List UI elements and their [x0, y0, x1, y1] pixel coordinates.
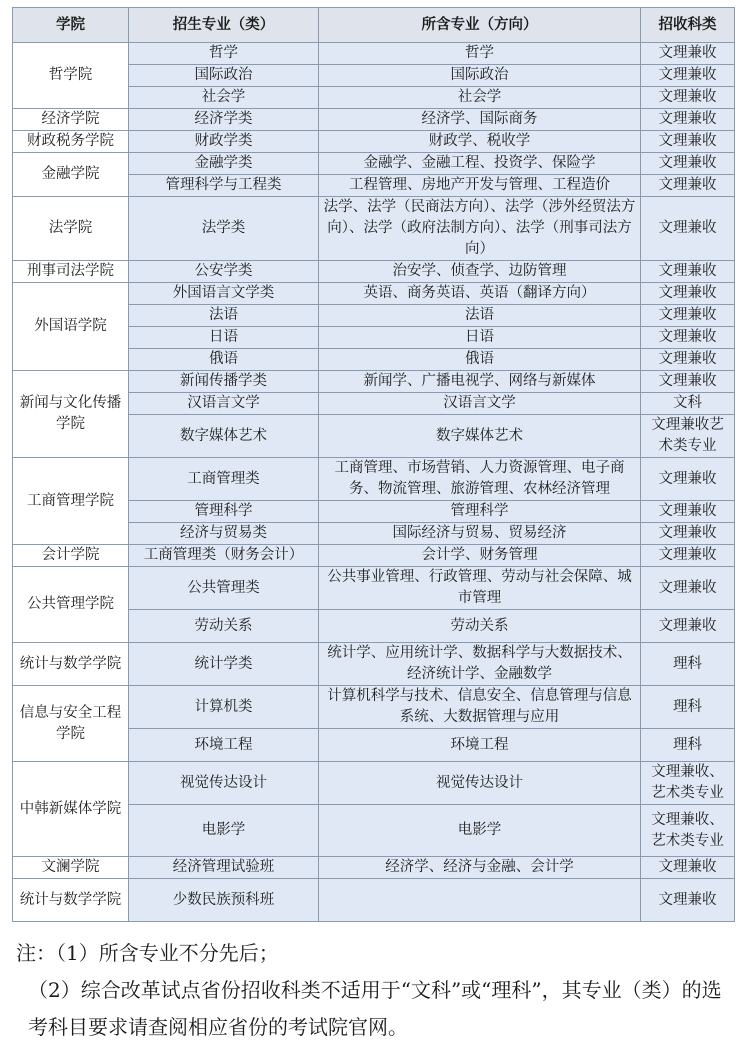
header-major: 招生专业（类） [129, 8, 319, 43]
includes-cell: 国际政治 [319, 65, 641, 87]
type-cell: 文理兼收 [641, 545, 735, 567]
includes-cell: 计算机科学与技术、信息安全、信息管理与信息系统、大数据管理与应用 [319, 686, 641, 729]
includes-cell: 社会学 [319, 87, 641, 109]
includes-cell [319, 879, 641, 922]
major-cell: 视觉传达设计 [129, 762, 319, 805]
major-cell: 数字媒体艺术 [129, 415, 319, 458]
major-cell: 经济学类 [129, 109, 319, 131]
type-cell: 文理兼收 [641, 327, 735, 349]
college-cell: 金融学院 [13, 153, 129, 197]
includes-cell: 劳动关系 [319, 610, 641, 643]
includes-cell: 电影学 [319, 805, 641, 857]
table-row [13, 109, 735, 131]
table-row [13, 545, 735, 567]
includes-cell: 哲学 [319, 43, 641, 65]
table-row [13, 762, 735, 805]
major-cell: 管理科学与工程类 [129, 175, 319, 197]
includes-cell: 新闻学、广播电视学、网络与新媒体 [319, 371, 641, 393]
major-cell: 劳动关系 [129, 610, 319, 643]
includes-cell: 日语 [319, 327, 641, 349]
college-cell: 会计学院 [13, 545, 129, 567]
includes-cell: 管理科学 [319, 501, 641, 523]
table-row [13, 458, 735, 501]
includes-cell: 数字媒体艺术 [319, 415, 641, 458]
majors-table [12, 7, 735, 922]
college-cell: 工商管理学院 [13, 458, 129, 545]
type-cell: 文理兼收 [641, 283, 735, 305]
type-cell: 理科 [641, 686, 735, 729]
type-cell: 文理兼收 [641, 175, 735, 197]
includes-cell: 俄语 [319, 349, 641, 371]
major-cell: 公安学类 [129, 261, 319, 283]
major-cell: 汉语言文学 [129, 393, 319, 415]
type-cell: 理科 [641, 643, 735, 686]
includes-cell: 法语 [319, 305, 641, 327]
major-cell: 管理科学 [129, 501, 319, 523]
type-cell: 文理兼收 [641, 567, 735, 610]
major-cell: 经济与贸易类 [129, 523, 319, 545]
type-cell: 文理兼收 [641, 131, 735, 153]
major-cell: 统计学类 [129, 643, 319, 686]
major-cell: 电影学 [129, 805, 319, 857]
header-type: 招收科类 [641, 8, 735, 43]
table-row [13, 261, 735, 283]
notes [12, 935, 737, 1046]
includes-cell: 视觉传达设计 [319, 762, 641, 805]
college-cell: 新闻与文化传播学院 [13, 371, 129, 458]
table-row [13, 153, 735, 175]
college-cell: 统计与数学学院 [13, 879, 129, 922]
college-cell: 中韩新媒体学院 [13, 762, 129, 857]
type-cell: 理科 [641, 729, 735, 762]
table-row [13, 283, 735, 305]
type-cell: 文理兼收 [641, 153, 735, 175]
major-cell: 经济管理试验班 [129, 857, 319, 879]
college-cell: 文澜学院 [13, 857, 129, 879]
includes-cell: 治安学、侦查学、边防管理 [319, 261, 641, 283]
major-cell: 法语 [129, 305, 319, 327]
type-cell: 文理兼收 [641, 197, 735, 261]
type-cell: 文理兼收 [641, 65, 735, 87]
major-cell: 金融学类 [129, 153, 319, 175]
type-cell: 文理兼收 [641, 857, 735, 879]
major-cell: 日语 [129, 327, 319, 349]
table-row [13, 371, 735, 393]
includes-cell: 经济学、经济与金融、会计学 [319, 857, 641, 879]
includes-cell: 金融学、金融工程、投资学、保险学 [319, 153, 641, 175]
includes-cell: 工商管理、市场营销、人力资源管理、电子商务、物流管理、旅游管理、农林经济管理 [319, 458, 641, 501]
includes-cell: 汉语言文学 [319, 393, 641, 415]
table-row [13, 857, 735, 879]
table-body [13, 43, 735, 922]
table-row [13, 643, 735, 686]
college-cell: 法学院 [13, 197, 129, 261]
includes-cell: 国际经济与贸易、贸易经济 [319, 523, 641, 545]
header-college: 学院 [13, 8, 129, 43]
college-cell: 信息与安全工程学院 [13, 686, 129, 762]
college-cell: 财政税务学院 [13, 131, 129, 153]
type-cell: 文理兼收 [641, 87, 735, 109]
major-cell: 新闻传播学类 [129, 371, 319, 393]
note-2: （2）综合改革试点省份招收科类不适用于“文科”或“理科”，其专业（类）的选考科目要求请查阅相应省份的考试院官网。 [28, 978, 722, 1039]
includes-cell: 会计学、财务管理 [319, 545, 641, 567]
type-cell: 文理兼收 [641, 879, 735, 922]
type-cell: 文理兼收 [641, 305, 735, 327]
type-cell: 文理兼收 [641, 109, 735, 131]
type-cell: 文理兼收 [641, 261, 735, 283]
table-row [13, 43, 735, 65]
type-cell: 文理兼收 [641, 371, 735, 393]
college-cell: 外国语学院 [13, 283, 129, 371]
header-includes: 所含专业（方向） [319, 8, 641, 43]
table-row [13, 879, 735, 922]
type-cell: 文理兼收 [641, 349, 735, 371]
major-cell: 少数民族预科班 [129, 879, 319, 922]
major-cell: 工商管理类 [129, 458, 319, 501]
includes-cell: 英语、商务英语、英语（翻译方向） [319, 283, 641, 305]
table-row [13, 197, 735, 261]
type-cell: 文理兼收 [641, 458, 735, 501]
major-cell: 国际政治 [129, 65, 319, 87]
type-cell: 文科 [641, 393, 735, 415]
major-cell: 环境工程 [129, 729, 319, 762]
includes-cell: 经济学、国际商务 [319, 109, 641, 131]
includes-cell: 工程管理、房地产开发与管理、工程造价 [319, 175, 641, 197]
college-cell: 哲学院 [13, 43, 129, 109]
major-cell: 公共管理类 [129, 567, 319, 610]
type-cell: 文理兼收 [641, 610, 735, 643]
table-header-row [13, 8, 735, 43]
note-1: 注：（1）所含专业不分先后； [16, 941, 279, 965]
type-cell: 文理兼收、艺术类专业 [641, 805, 735, 857]
table-row [13, 567, 735, 610]
major-cell: 哲学 [129, 43, 319, 65]
major-cell: 外国语言文学类 [129, 283, 319, 305]
includes-cell: 法学、法学（民商法方向）、法学（涉外经贸法方向）、法学（政府法制方向）、法学（刑事司法方向） [319, 197, 641, 261]
type-cell: 文理兼收 [641, 501, 735, 523]
major-cell: 法学类 [129, 197, 319, 261]
major-cell: 财政学类 [129, 131, 319, 153]
includes-cell: 环境工程 [319, 729, 641, 762]
college-cell: 统计与数学学院 [13, 643, 129, 686]
type-cell: 文理兼收艺术类专业 [641, 415, 735, 458]
type-cell: 文理兼收 [641, 523, 735, 545]
table-row [13, 686, 735, 729]
type-cell: 文理兼收 [641, 43, 735, 65]
major-cell: 社会学 [129, 87, 319, 109]
major-cell: 工商管理类（财务会计） [129, 545, 319, 567]
college-cell: 公共管理学院 [13, 567, 129, 643]
major-cell: 俄语 [129, 349, 319, 371]
includes-cell: 财政学、税收学 [319, 131, 641, 153]
college-cell: 刑事司法学院 [13, 261, 129, 283]
college-cell: 经济学院 [13, 109, 129, 131]
type-cell: 文理兼收、艺术类专业 [641, 762, 735, 805]
includes-cell: 公共事业管理、行政管理、劳动与社会保障、城市管理 [319, 567, 641, 610]
table-row [13, 131, 735, 153]
major-cell: 计算机类 [129, 686, 319, 729]
includes-cell: 统计学、应用统计学、数据科学与大数据技术、经济统计学、金融数学 [319, 643, 641, 686]
